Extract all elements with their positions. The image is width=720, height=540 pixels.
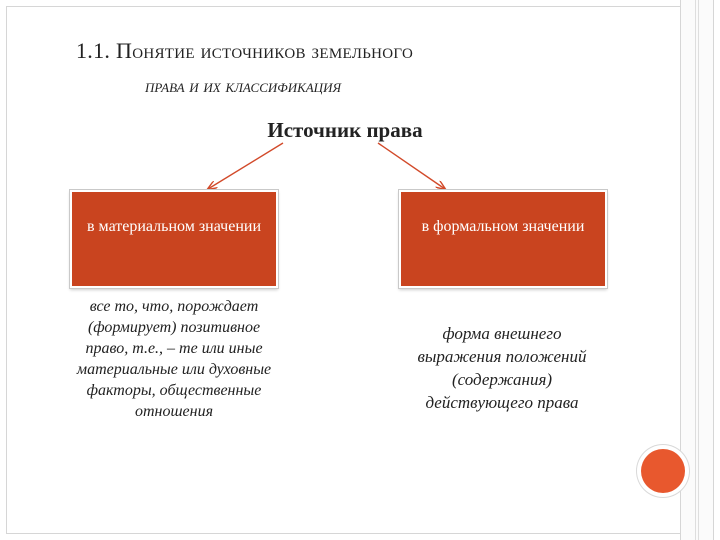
source-of-law-label: Источник права (267, 118, 423, 142)
material-meaning-description: все то, что, порождает (формирует) позитивное право, т.е., – те или иные материальные или духовные факторы, общественные отношения (76, 298, 272, 420)
formal-meaning-label: в формальном значении (421, 218, 585, 235)
slide-title-line-2: права и их классификация (145, 76, 342, 97)
formal-meaning-description: форма внешнего выражения положений (содержания) действующего права (417, 324, 587, 412)
material-meaning-label: в материальном значении (87, 218, 261, 235)
material-meaning-box (70, 190, 278, 288)
arrow-right (378, 143, 445, 189)
arrow-left (208, 143, 283, 189)
slide-title-line-1: 1.1. Понятие источников земельного (76, 38, 414, 63)
formal-meaning-box (399, 190, 607, 288)
